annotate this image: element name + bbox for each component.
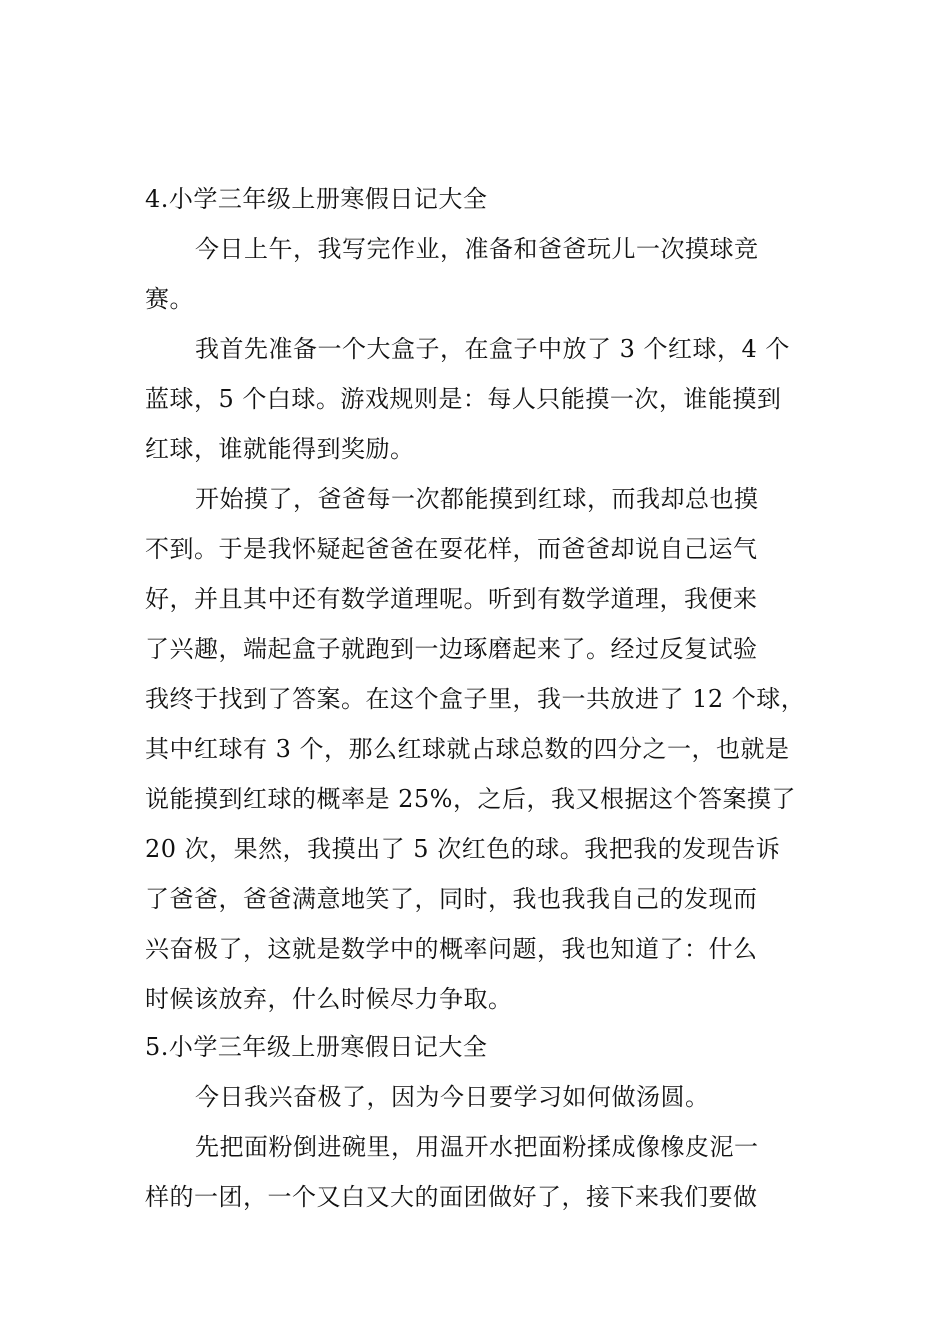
paragraph-line: 时候该放弃，什么时候尽力争取。	[145, 985, 513, 1013]
paragraph-line: 其中红球有 3 个，那么红球就占球总数的四分之一，也就是	[145, 735, 790, 763]
paragraph-line: 蓝球，5 个白球。游戏规则是：每人只能摸一次，谁能摸到	[145, 385, 782, 413]
paragraph-line: 20 次，果然，我摸出了 5 次红色的球。我把我的发现告诉	[145, 835, 781, 863]
paragraph-line: 赛。	[145, 285, 194, 313]
paragraph-line: 不到。于是我怀疑起爸爸在耍花样，而爸爸却说自己运气	[145, 535, 758, 563]
paragraph-line: 先把面粉倒进碗里，用温开水把面粉揉成像橡皮泥一	[195, 1133, 759, 1161]
paragraph-line: 开始摸了，爸爸每一次都能摸到红球，而我却总也摸	[195, 485, 759, 513]
paragraph-line: 好，并且其中还有数学道理呢。听到有数学道理，我便来	[145, 585, 758, 613]
paragraph-line: 我终于找到了答案。在这个盒子里，我一共放进了 12 个球，	[145, 685, 806, 713]
paragraph-line: 今日上午，我写完作业，准备和爸爸玩儿一次摸球竞	[195, 235, 759, 263]
paragraph-line: 了爸爸，爸爸满意地笑了，同时，我也我我自己的发现而	[145, 885, 758, 913]
paragraph-line: 样的一团，一个又白又大的面团做好了，接下来我们要做	[145, 1183, 758, 1211]
section-4-heading: 4.小学三年级上册寒假日记大全	[145, 185, 488, 213]
paragraph-line: 兴奋极了，这就是数学中的概率问题，我也知道了：什么	[145, 935, 758, 963]
paragraph-line: 我首先准备一个大盒子，在盒子中放了 3 个红球，4 个	[195, 335, 790, 363]
paragraph-line: 今日我兴奋极了，因为今日要学习如何做汤圆。	[195, 1083, 710, 1111]
paragraph-line: 说能摸到红球的概率是 25%，之后，我又根据这个答案摸了	[145, 785, 796, 813]
paragraph-line: 了兴趣，端起盒子就跑到一边琢磨起来了。经过反复试验	[145, 635, 758, 663]
paragraph-line: 红球，谁就能得到奖励。	[145, 435, 415, 463]
section-5-heading: 5.小学三年级上册寒假日记大全	[145, 1033, 488, 1061]
